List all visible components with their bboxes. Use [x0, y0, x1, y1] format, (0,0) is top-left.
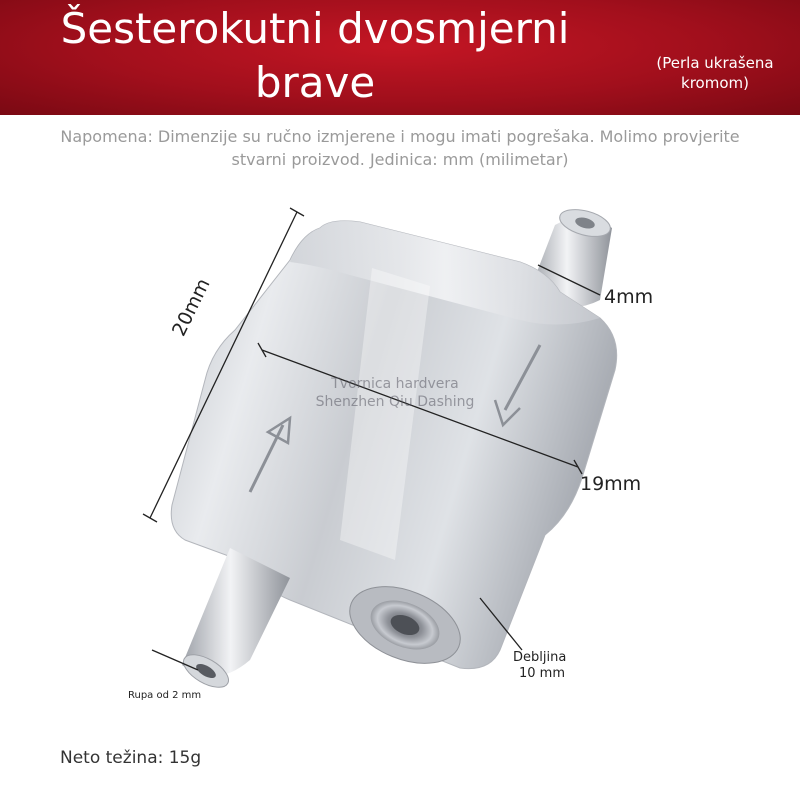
bottom-pin	[178, 548, 290, 694]
thickness-label-line-2: 10 mm	[519, 666, 566, 681]
factory-watermark	[290, 375, 500, 411]
pin-dimension-label: 4mm	[604, 286, 654, 308]
subtitle-line-1: (Perla ukrašena	[656, 54, 774, 72]
width-dimension-label: 19mm	[580, 473, 642, 495]
watermark-line-2: Shenzhen Qiu Dashing	[315, 394, 475, 410]
thickness-label	[513, 650, 566, 682]
net-weight: Neto težina: 15g	[60, 748, 202, 768]
height-dimension-label: 20mm	[168, 274, 215, 340]
title-line-1: Šesterokutni dvosmjerni	[60, 4, 570, 53]
thickness-label-line-1: Debljina	[513, 650, 567, 665]
watermark-line-1: Tvornica hardvera	[331, 376, 459, 392]
hole-label: Rupa od 2 mm	[128, 690, 202, 701]
subtitle-line-2: kromom)	[681, 74, 749, 92]
title-line-2: brave	[254, 58, 376, 107]
note-line-2: stvarni proizvod. Jedinica: mm (milimetar)	[231, 150, 569, 169]
note-line-1: Napomena: Dimenzije su ručno izmjerene i mogu imati pogrešaka. Molimo provjerite	[60, 127, 740, 146]
